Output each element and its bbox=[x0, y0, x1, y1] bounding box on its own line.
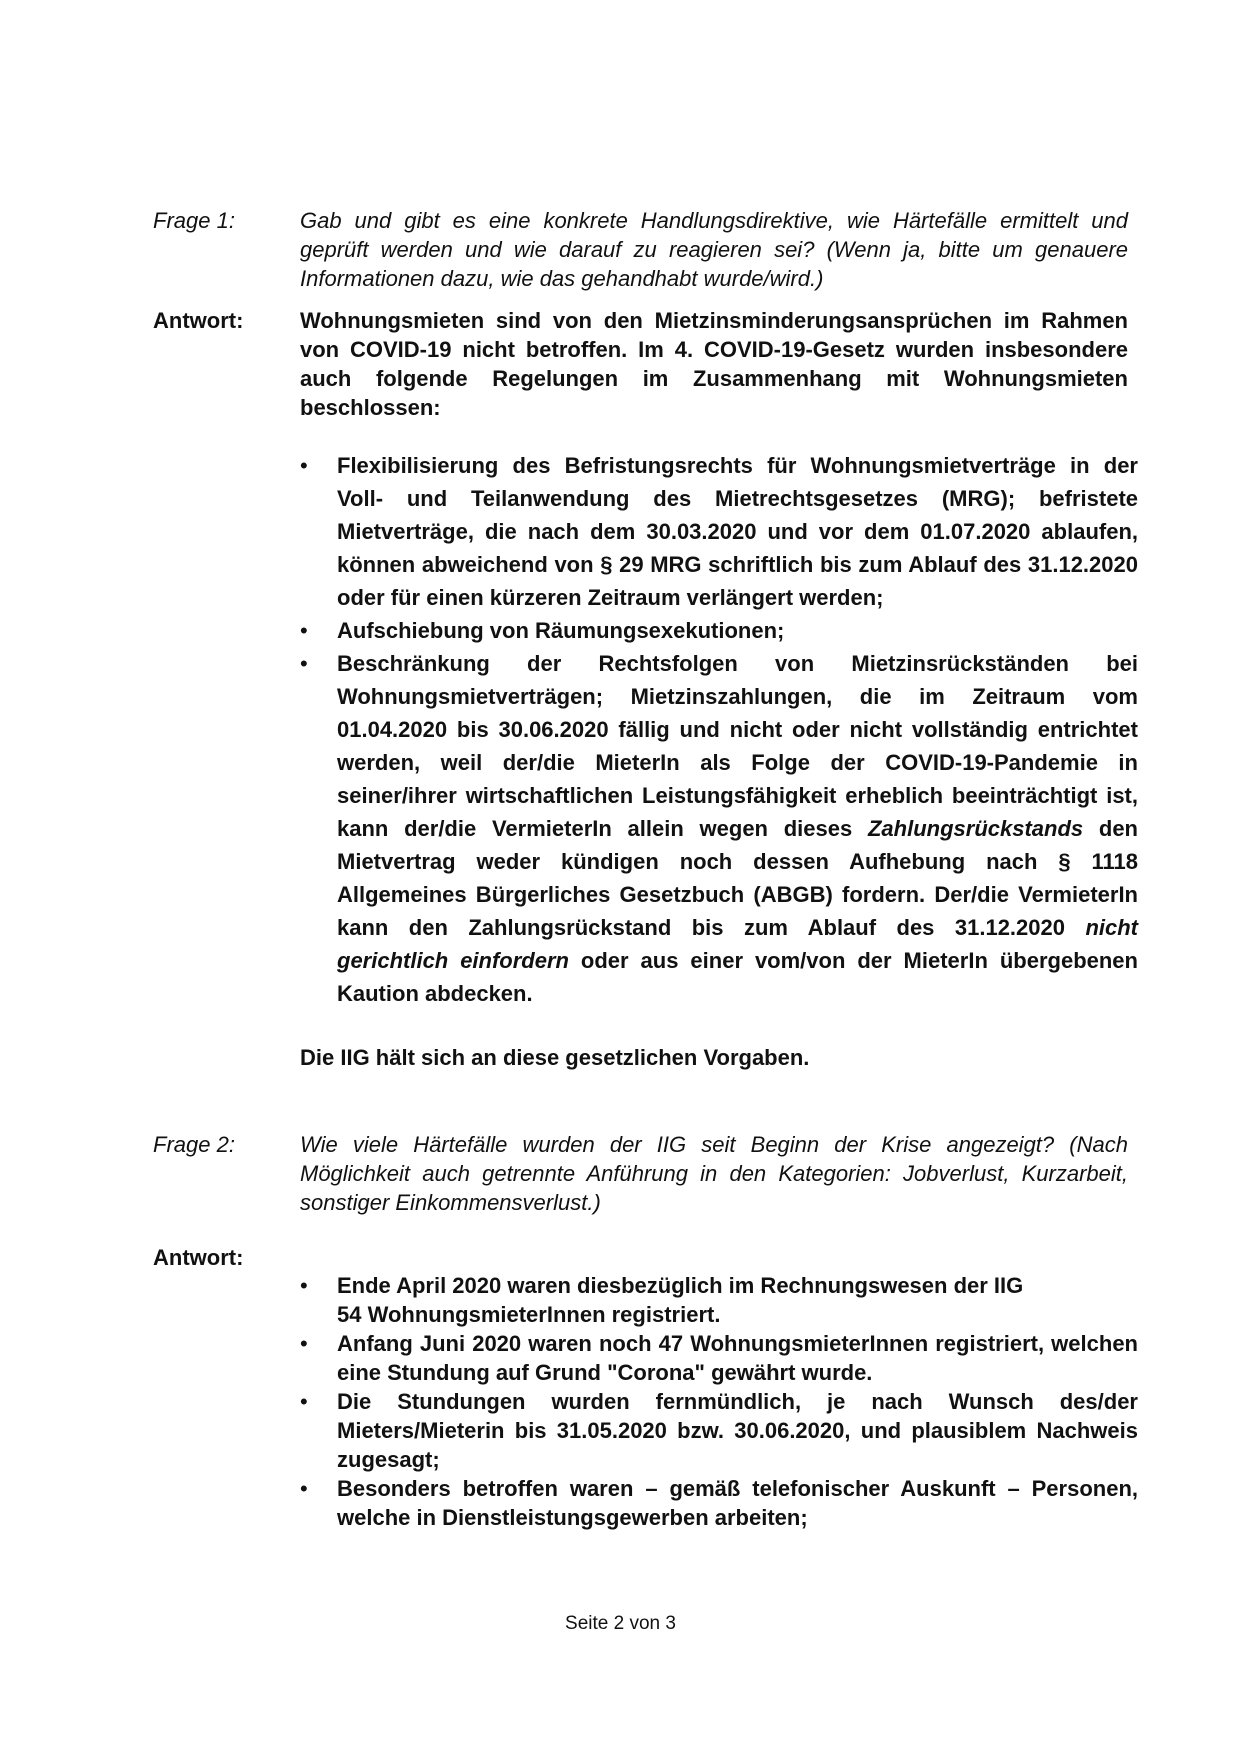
answer-1-bullet-list bbox=[300, 449, 1138, 1010]
list-item bbox=[300, 1329, 1138, 1387]
list-item-text: Die Stundungen wurden fernmündlich, je nach Wunsch des/der Mieters/Mieterin bis 31.05.2020 bzw. 30.06.2020, und plausiblem Nachweis zugesagt; bbox=[337, 1389, 1138, 1472]
list-item bbox=[300, 1271, 1138, 1329]
question-1-label: Frage 1: bbox=[153, 208, 235, 233]
question-2-label: Frage 2: bbox=[153, 1132, 235, 1157]
list-item-text: Beschränkung der Rechtsfolgen von Mietzinsrückständen bei Wohnungsmietverträgen; Mietzinszahlungen, die im Zeitraum vom 01.04.2020 bis 30.06.2020 fällig und nicht oder nicht vollständig entrichtet werden, weil der/die MieterIn als Folge der COVID-19-Pandemie in seiner/ihrer wirtschaftlichen Leistungsfähigkeit erheblich beeinträchtigt ist, kann der/die VermieterIn allein wegen dieses bbox=[337, 651, 1138, 841]
list-item bbox=[300, 449, 1138, 614]
list-item bbox=[300, 1474, 1138, 1532]
question-2-text: Wie viele Härtefälle wurden der IIG seit Beginn der Krise angezeigt? (Nach Möglichkeit auch getrennte Anführung in den Kategorien: Jobverlust, Kurzarbeit, sonstiger Einkommensverlust.) bbox=[300, 1132, 1128, 1215]
bullet-icon: • bbox=[300, 453, 308, 478]
bullet-icon: • bbox=[300, 1331, 308, 1356]
answer-1-intro: Wohnungsmieten sind von den Mietzinsminderungsansprüchen im Rahmen von COVID-19 nicht betroffen. Im 4. COVID-19-Gesetz wurden insbesondere auch folgende Regelungen im Zusammenhang mit Wohnungsmieten beschlossen: bbox=[300, 308, 1128, 420]
question-1-text: Gab und gibt es eine konkrete Handlungsdirektive, wie Härtefälle ermittelt und geprüft werden und wie darauf zu reagieren sei? (Wenn ja, bitte um genauere Informationen dazu, wie das gehandhabt wurde/wird.) bbox=[300, 208, 1128, 291]
bullet-icon: • bbox=[300, 618, 308, 643]
bullet-icon: • bbox=[300, 651, 308, 676]
bullet-icon: • bbox=[300, 1476, 308, 1501]
list-item-text: Aufschiebung von Räumungsexekutionen; bbox=[337, 618, 785, 643]
list-item-text: Anfang Juni 2020 waren noch 47 WohnungsmieterInnen registriert, welchen eine Stundung auf Grund "Corona" gewährt wurde. bbox=[337, 1331, 1138, 1385]
list-item-text: Ende April 2020 waren diesbezüglich im Rechnungswesen der IIG bbox=[337, 1273, 1024, 1298]
answer-2-bullet-list bbox=[300, 1271, 1138, 1532]
list-item-text: Besonders betroffen waren – gemäß telefonischer Auskunft – Personen, welche in Dienstleistungsgewerben arbeiten; bbox=[337, 1476, 1138, 1530]
list-item bbox=[300, 614, 1138, 647]
bullet-icon: • bbox=[300, 1273, 308, 1298]
answer-2-label: Antwort: bbox=[153, 1245, 244, 1270]
list-item bbox=[300, 647, 1138, 1010]
emphasis-text: nicht gerichtlich einfordern bbox=[337, 915, 1138, 973]
answer-1-closing-text: Die IIG hält sich an diese gesetzlichen Vorgaben. bbox=[300, 1045, 810, 1070]
emphasis-text: Zahlungsrückstands bbox=[867, 816, 1084, 841]
bullet-icon: • bbox=[300, 1389, 308, 1414]
list-item bbox=[300, 1387, 1138, 1474]
list-item-text: oder aus einer vom/von der MieterIn übergebenen Kaution abdecken. bbox=[337, 948, 1138, 1006]
list-item-text: Flexibilisierung des Befristungsrechts für Wohnungsmietverträge in der Voll- und Teilanwendung des Mietrechtsgesetzes (MRG); befristete Mietverträge, die nach dem 30.03.2020 und vor dem 01.07.2020 ablaufen, können abweichend von § 29 MRG schriftlich bis zum Ablauf des 31.12.2020 oder für einen kürzeren Zeitraum verlängert werden; bbox=[337, 453, 1138, 610]
list-item-text: den Mietvertrag weder kündigen noch dessen Aufhebung nach § 1118 Allgemeines Bürgerliches Gesetzbuch (ABGB) fordern. Der/die VermieterIn kann den Zahlungsrückstand bis zum Ablauf des 31.12.2020 bbox=[337, 816, 1138, 940]
answer-1-label: Antwort: bbox=[153, 308, 244, 333]
page-footer: Seite 2 von 3 bbox=[565, 1613, 676, 1634]
list-item-text: 54 WohnungsmieterInnen registriert. bbox=[337, 1302, 721, 1327]
